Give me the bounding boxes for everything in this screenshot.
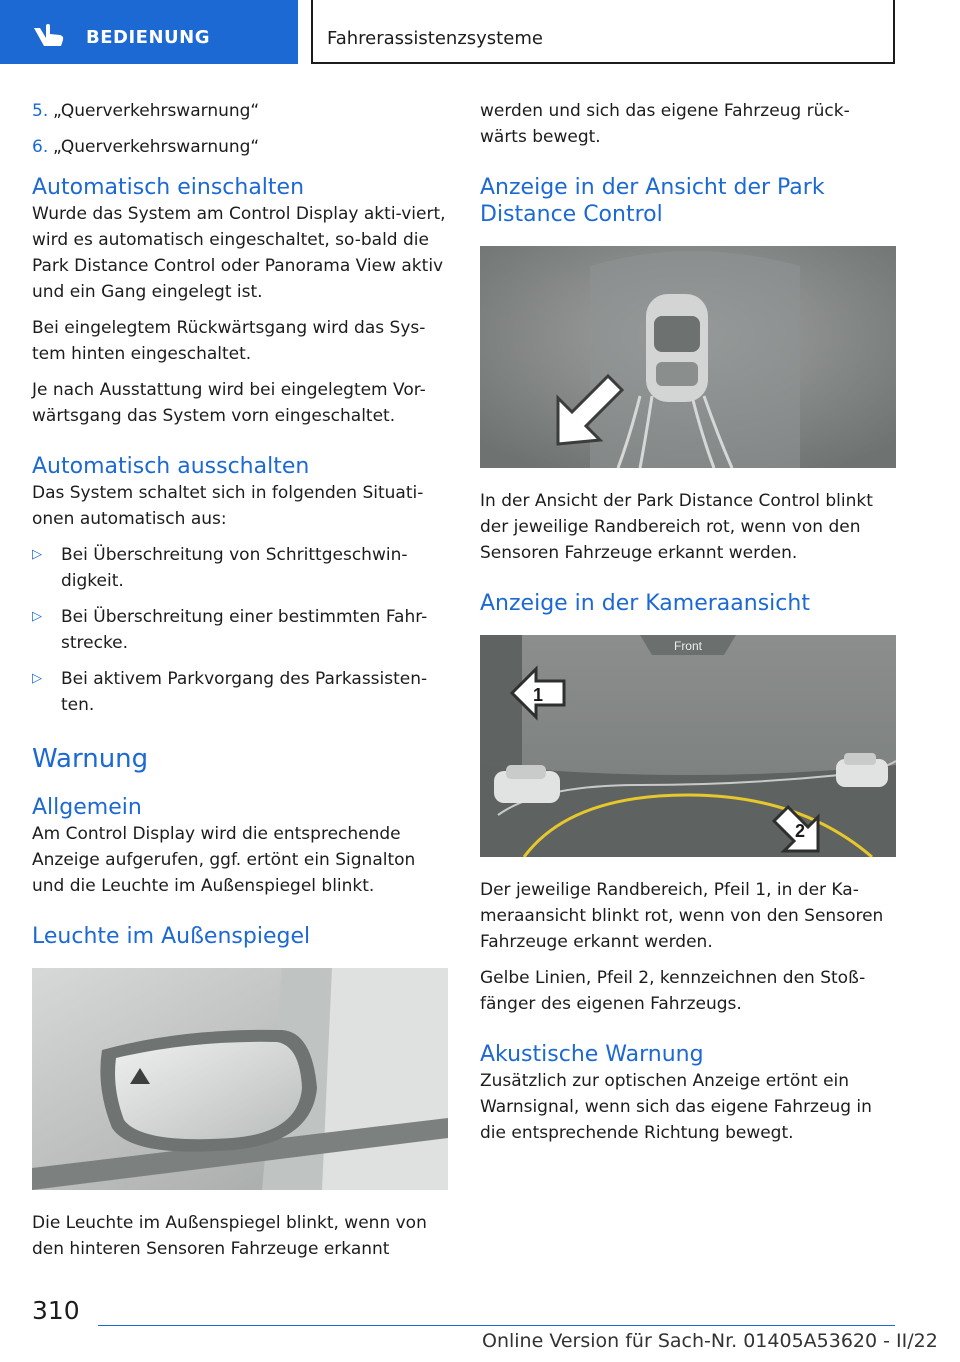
list-number: 6.: [32, 137, 49, 157]
page-number: 310: [32, 1296, 80, 1325]
list-text: „Querverkehrswarnung“: [53, 101, 260, 121]
right-column: [480, 98, 896, 1156]
list-item: [32, 666, 448, 718]
paragraph: In der Ansicht der Park Distance Control blinkt der jeweilige Randbereich rot, wenn von den Sensoren Fahrzeuge erkannt werden.: [480, 491, 873, 563]
heading-pdc-view: Anzeige in der Ansicht der Park Distance Control: [480, 175, 825, 227]
section-tab: [0, 0, 298, 64]
triangle-bullet-icon: ▷: [32, 547, 42, 562]
paragraph: Gelbe Linien, Pfeil 2, kennzeichnen den Stoß-fänger des eigenen Fahrzeugs.: [480, 968, 866, 1014]
list-item: [32, 604, 448, 656]
mirror-figure: [32, 968, 448, 1190]
paragraph: Das System schaltet sich in folgenden Situati-onen automatisch aus:: [32, 483, 424, 529]
footer-divider: [98, 1325, 895, 1326]
paragraph: Der jeweilige Randbereich, Pfeil 1, in der Ka-meraansicht blinkt rot, wenn von den Sensoren Fahrzeuge erkannt werden.: [480, 880, 884, 952]
camera-arrow-1-label: 1: [532, 685, 544, 705]
hand-pointer-icon: [32, 22, 66, 48]
heading-camera-view: Anzeige in der Kameraansicht: [480, 591, 810, 616]
paragraph: Wurde das System am Control Display akti-viert, wird es automatisch eingeschaltet, so-bald die Park Distance Control oder Panorama View aktiv und ein Gang eingelegt ist.: [32, 204, 446, 302]
paragraph: Am Control Display wird die entsprechende Anzeige aufgerufen, ggf. ertönt ein Signalton und die Leuchte im Außenspiegel blinkt.: [32, 824, 416, 896]
list-number: 5.: [32, 101, 49, 121]
chapter-header: [311, 0, 895, 64]
paragraph: werden und sich das eigene Fahrzeug rück-wärts bewegt.: [480, 101, 850, 147]
section-tab-label: BEDIENUNG: [86, 27, 210, 48]
heading-auto-off: Automatisch ausschalten: [32, 454, 310, 479]
triangle-bullet-icon: ▷: [32, 609, 42, 624]
chapter-title: Fahrerassistenzsysteme: [327, 28, 543, 49]
numbered-list: [32, 98, 448, 160]
paragraph: Die Leuchte im Außenspiegel blinkt, wenn von den hinteren Sensoren Fahrzeuge erkannt: [32, 1213, 427, 1259]
list-item: [32, 542, 448, 594]
paragraph: Bei eingelegtem Rückwärtsgang wird das Sys-tem hinten eingeschaltet.: [32, 318, 426, 364]
paragraph: Je nach Ausstattung wird bei eingelegtem Vor-wärtsgang das System vorn eingeschaltet.: [32, 380, 426, 426]
list-text: Bei Überschreitung einer bestimmten Fahr-strecke.: [61, 607, 428, 653]
bullet-list: [32, 542, 448, 718]
list-item: [32, 98, 448, 124]
pdc-view-figure: [480, 246, 896, 468]
heading-acoustic-warning: Akustische Warnung: [480, 1042, 704, 1067]
camera-arrow-2-label: 2: [794, 821, 806, 841]
camera-view-figure: [480, 635, 896, 857]
heading-general: Allgemein: [32, 795, 142, 820]
list-text: „Querverkehrswarnung“: [53, 137, 260, 157]
heading-auto-on: Automatisch einschalten: [32, 175, 305, 200]
footer-online-version: Online Version für Sach-Nr. 01405A53620 - II/22: [482, 1330, 938, 1352]
heading-mirror-light: Leuchte im Außenspiegel: [32, 924, 311, 949]
left-column: [32, 98, 448, 1272]
camera-front-label: Front: [673, 639, 703, 653]
list-text: Bei aktivem Parkvorgang des Parkassisten-ten.: [61, 669, 428, 715]
list-item: [32, 134, 448, 160]
list-text: Bei Überschreitung von Schrittgeschwin-digkeit.: [61, 545, 408, 591]
heading-warning: Warnung: [32, 744, 149, 774]
triangle-bullet-icon: ▷: [32, 671, 42, 686]
paragraph: Zusätzlich zur optischen Anzeige ertönt ein Warnsignal, wenn sich das eigene Fahrzeug in die entsprechende Richtung bewegt.: [480, 1071, 872, 1143]
